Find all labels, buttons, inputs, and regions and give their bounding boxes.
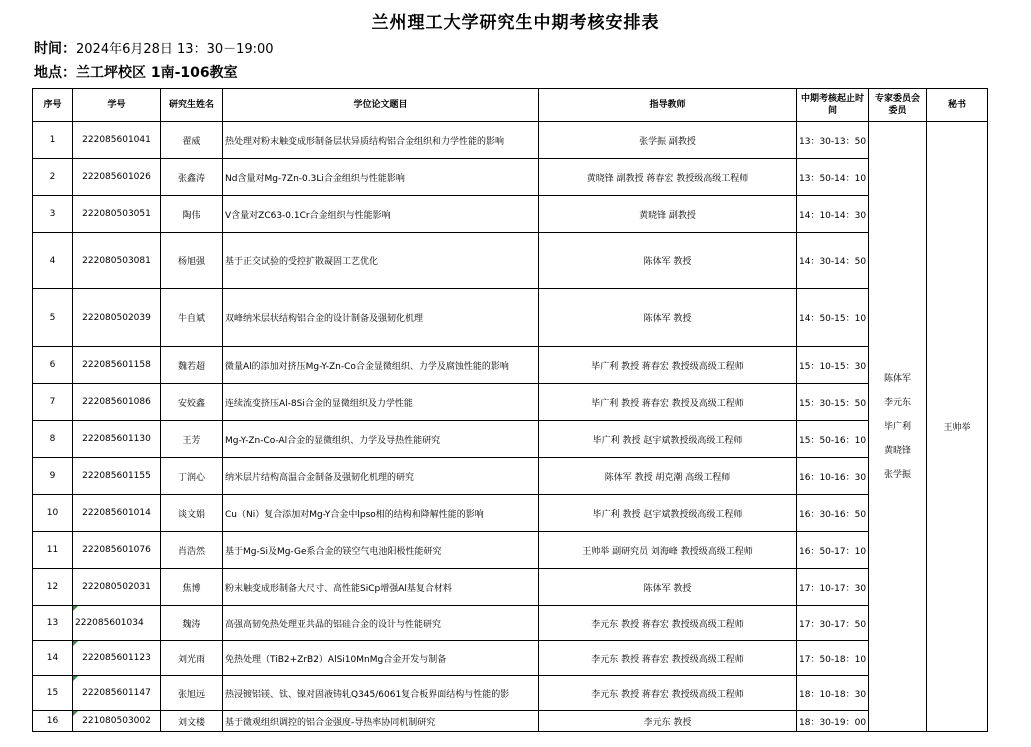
cell-thesis-title: 热处理对粉末触变成形制备层状异质结构铝合金组织和力学性能的影响 xyxy=(223,122,539,159)
cell-advisor: 张学振 副教授 xyxy=(539,122,797,159)
cell-no: 10 xyxy=(33,495,73,532)
table-row xyxy=(33,532,988,569)
meeting-location xyxy=(34,62,238,82)
cell-student-id: 222080503051 xyxy=(73,196,161,233)
cell-advisor: 陈体军 教授 xyxy=(539,289,797,347)
cell-student-name: 王芳 xyxy=(161,421,223,458)
cell-student-name: 魏涛 xyxy=(161,606,223,641)
table-row xyxy=(33,606,988,641)
cell-no: 4 xyxy=(33,233,73,289)
cell-advisor: 王帅举 副研究员 刘海峰 教授级高级工程师 xyxy=(539,532,797,569)
cell-advisor: 李元东 教授 蒋春宏 教授级高级工程师 xyxy=(539,641,797,676)
cell-advisor: 陈体军 教授 胡克潮 高级工程师 xyxy=(539,458,797,495)
time-value: 2024年6月28日 13：30－19:00 xyxy=(76,42,274,57)
table-row xyxy=(33,495,988,532)
schedule-table xyxy=(32,88,988,732)
cell-exam-time: 13：30-13：50 xyxy=(797,122,869,159)
cell-no: 15 xyxy=(33,676,73,711)
cell-secretary: 王帅举 xyxy=(927,122,988,732)
cell-exam-time: 14：10-14：30 xyxy=(797,196,869,233)
cell-exam-time: 15：10-15：30 xyxy=(797,347,869,384)
table-row xyxy=(33,159,988,196)
cell-student-name: 陶伟 xyxy=(161,196,223,233)
cell-exam-time: 17：10-17：30 xyxy=(797,569,869,606)
header-row xyxy=(33,89,988,122)
cell-exam-time: 14：30-14：50 xyxy=(797,233,869,289)
cell-exam-time: 15：50-16：10 xyxy=(797,421,869,458)
cell-advisor: 陈体军 教授 xyxy=(539,233,797,289)
header-thesis-title: 学位论文题目 xyxy=(223,89,539,122)
cell-student-id: 222085601147 xyxy=(73,676,161,711)
cell-exam-time: 15：30-15：50 xyxy=(797,384,869,421)
header-student-id: 学号 xyxy=(73,89,161,122)
header-experts: 专家委员会委员 xyxy=(869,89,927,122)
cell-student-id: 222085601123 xyxy=(73,641,161,676)
cell-student-name: 翟威 xyxy=(161,122,223,159)
cell-student-name: 杨旭强 xyxy=(161,233,223,289)
cell-thesis-title: Nd含量对Mg-7Zn-0.3Li合金组织与性能影响 xyxy=(223,159,539,196)
cell-exam-time: 18：30-19：00 xyxy=(797,711,869,732)
cell-student-id: 222085601155 xyxy=(73,458,161,495)
cell-student-name: 牛自斌 xyxy=(161,289,223,347)
cell-no: 9 xyxy=(33,458,73,495)
cell-student-name: 刘文楼 xyxy=(161,711,223,732)
cell-advisor: 黄晓锋 副教授 蒋春宏 教授级高级工程师 xyxy=(539,159,797,196)
cell-student-name: 安姣鑫 xyxy=(161,384,223,421)
cell-student-name: 谈文娟 xyxy=(161,495,223,532)
header-no: 序号 xyxy=(33,89,73,122)
page-title: 兰州理工大学研究生中期考核安排表 xyxy=(371,13,660,33)
cell-student-name: 丁润心 xyxy=(161,458,223,495)
cell-exam-time: 14：50-15：10 xyxy=(797,289,869,347)
cell-student-id: 222080502031 xyxy=(73,569,161,606)
cell-thesis-title: 双峰纳米层状结构铝合金的设计制备及强韧化机理 xyxy=(223,289,539,347)
cell-thesis-title: 热浸镀铝镁、钛、镍对固液铸轧Q345/6061复合板界面结构与性能的影 xyxy=(223,676,539,711)
cell-exam-time: 18：10-18：30 xyxy=(797,676,869,711)
cell-no: 7 xyxy=(33,384,73,421)
table-row xyxy=(33,421,988,458)
cell-advisor: 李元东 教授 蒋春宏 教授级高级工程师 xyxy=(539,676,797,711)
cell-no: 8 xyxy=(33,421,73,458)
expert-name: 张学振 xyxy=(883,469,911,480)
cell-advisor: 李元东 教授 蒋春宏 教授级高级工程师 xyxy=(539,606,797,641)
table-row xyxy=(33,289,988,347)
cell-no: 2 xyxy=(33,159,73,196)
time-label: 时间： xyxy=(34,41,76,57)
table-row xyxy=(33,458,988,495)
cell-no: 16 xyxy=(33,711,73,732)
cell-no: 14 xyxy=(33,641,73,676)
header-advisor: 指导教师 xyxy=(539,89,797,122)
expert-name: 陈体军 xyxy=(883,373,911,384)
expert-name: 李元东 xyxy=(883,397,911,408)
cell-thesis-title: 高强高韧免热处理亚共晶的铝硅合金的设计与性能研究 xyxy=(223,606,539,641)
cell-no: 5 xyxy=(33,289,73,347)
table-row xyxy=(33,641,988,676)
cell-advisor: 李元东 教授 xyxy=(539,711,797,732)
cell-advisor: 毕广利 教授 赵宇斌教授级高级工程师 xyxy=(539,421,797,458)
cell-student-id: 222085601034 xyxy=(73,606,161,641)
cell-exam-time: 16：50-17：10 xyxy=(797,532,869,569)
location-value: 兰工坪校区 1南-106教室 xyxy=(76,65,238,81)
cell-no: 6 xyxy=(33,347,73,384)
cell-exam-time: 16：10-16：30 xyxy=(797,458,869,495)
cell-no: 1 xyxy=(33,122,73,159)
table-row xyxy=(33,384,988,421)
cell-exam-time: 16：30-16：50 xyxy=(797,495,869,532)
cell-thesis-title: 免热处理（TiB2+ZrB2）AlSi10MnMg合金开发与制备 xyxy=(223,641,539,676)
cell-student-id: 222085601041 xyxy=(73,122,161,159)
header-student-name: 研究生姓名 xyxy=(161,89,223,122)
cell-student-id: 222080502039 xyxy=(73,289,161,347)
table-row xyxy=(33,711,988,732)
cell-thesis-title: 粉末触变成形制备大尺寸、高性能SiCp增强Al基复合材料 xyxy=(223,569,539,606)
cell-exam-time: 17：30-17：50 xyxy=(797,606,869,641)
cell-advisor: 毕广利 教授 赵宇斌教授级高级工程师 xyxy=(539,495,797,532)
table-row xyxy=(33,569,988,606)
cell-thesis-title: V含量对ZC63-0.1Cr合金组织与性能影响 xyxy=(223,196,539,233)
cell-thesis-title: 基于Mg-Si及Mg-Ge系合金的镁空气电池阳极性能研究 xyxy=(223,532,539,569)
cell-no: 13 xyxy=(33,606,73,641)
cell-thesis-title: 连续流变挤压Al-8Si合金的显微组织及力学性能 xyxy=(223,384,539,421)
cell-exam-time: 13：50-14：10 xyxy=(797,159,869,196)
cell-advisor: 陈体军 教授 xyxy=(539,569,797,606)
cell-experts xyxy=(869,122,927,732)
cell-student-id: 222085601130 xyxy=(73,421,161,458)
cell-student-name: 肖浩然 xyxy=(161,532,223,569)
cell-advisor: 毕广利 教授 蒋春宏 教授及高级工程师 xyxy=(539,384,797,421)
cell-student-name: 焦博 xyxy=(161,569,223,606)
cell-student-name: 张鑫涛 xyxy=(161,159,223,196)
table-row xyxy=(33,233,988,289)
cell-student-id: 222085601086 xyxy=(73,384,161,421)
cell-no: 3 xyxy=(33,196,73,233)
meeting-time xyxy=(34,38,274,58)
cell-no: 12 xyxy=(33,569,73,606)
cell-student-name: 刘光雨 xyxy=(161,641,223,676)
cell-student-name: 张旭远 xyxy=(161,676,223,711)
location-label: 地点： xyxy=(34,65,76,81)
cell-thesis-title: 基于正交试验的受控扩散凝固工艺优化 xyxy=(223,233,539,289)
cell-student-id: 222085601014 xyxy=(73,495,161,532)
cell-advisor: 黄晓锋 副教授 xyxy=(539,196,797,233)
cell-no: 11 xyxy=(33,532,73,569)
cell-thesis-title: Cu（Ni）复合添加对Mg-Y合金中lpso相的结构和降解性能的影响 xyxy=(223,495,539,532)
header-exam-time: 中期考核起止时间 xyxy=(797,89,869,122)
expert-name: 毕广利 xyxy=(883,421,911,432)
cell-student-id: 221080503002 xyxy=(73,711,161,732)
cell-student-id: 222085601026 xyxy=(73,159,161,196)
cell-exam-time: 17：50-18：10 xyxy=(797,641,869,676)
cell-student-id: 222080503081 xyxy=(73,233,161,289)
cell-thesis-title: 纳米层片结构高温合金制备及强韧化机理的研究 xyxy=(223,458,539,495)
expert-name: 黄晓锋 xyxy=(883,445,911,456)
cell-thesis-title: 微量Al的添加对挤压Mg-Y-Zn-Co合金显微组织、力学及腐蚀性能的影响 xyxy=(223,347,539,384)
cell-student-id: 222085601158 xyxy=(73,347,161,384)
header-secretary: 秘书 xyxy=(927,89,988,122)
cell-thesis-title: Mg-Y-Zn-Co-Al合金的显微组织、力学及导热性能研究 xyxy=(223,421,539,458)
table-row xyxy=(33,122,988,159)
cell-student-name: 魏若超 xyxy=(161,347,223,384)
cell-advisor: 毕广利 教授 蒋春宏 教授级高级工程师 xyxy=(539,347,797,384)
table-row xyxy=(33,196,988,233)
cell-student-id: 222085601076 xyxy=(73,532,161,569)
table-row xyxy=(33,347,988,384)
table-row xyxy=(33,676,988,711)
cell-thesis-title: 基于微观组织调控的铝合金强度-导热率协同机制研究 xyxy=(223,711,539,732)
